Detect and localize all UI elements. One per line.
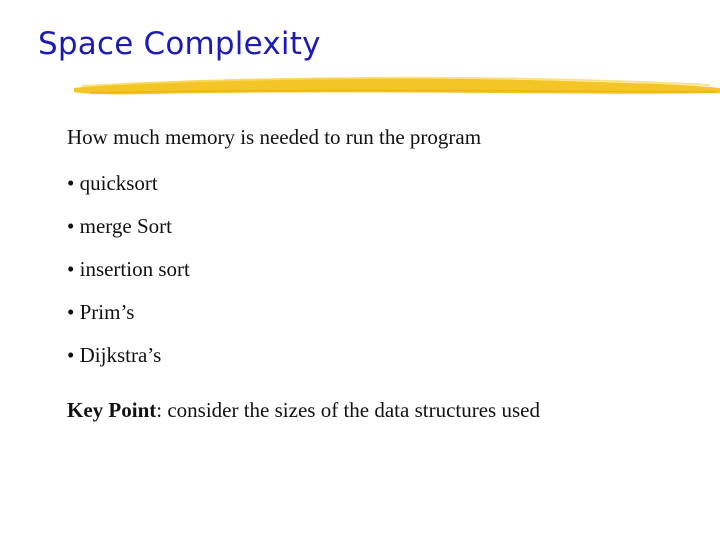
bullet-text: merge Sort <box>79 214 172 238</box>
key-point-text: : consider the sizes of the data structures used <box>156 398 540 422</box>
bullet-text: Prim’s <box>79 300 135 324</box>
bullet-text: Dijkstra’s <box>79 343 162 367</box>
bullet-item <box>67 257 190 282</box>
key-point-label: Key Point <box>67 398 157 422</box>
bullet-marker: • <box>67 257 75 281</box>
bullet-text: insertion sort <box>79 257 190 281</box>
bullet-item <box>67 300 134 325</box>
intro-text: How much memory is needed to run the program <box>67 125 482 149</box>
bullet-item <box>67 171 158 196</box>
bullet-marker: • <box>67 171 75 195</box>
bullet-item <box>67 343 161 368</box>
slide-title: Space Complexity <box>38 26 321 62</box>
bullet-marker: • <box>67 214 75 238</box>
bullet-marker: • <box>67 343 75 367</box>
bullet-marker: • <box>67 300 75 324</box>
title-underline-brushstroke <box>70 72 720 100</box>
bullet-text: quicksort <box>79 171 158 195</box>
bullet-item <box>67 214 172 239</box>
key-point <box>67 398 540 423</box>
